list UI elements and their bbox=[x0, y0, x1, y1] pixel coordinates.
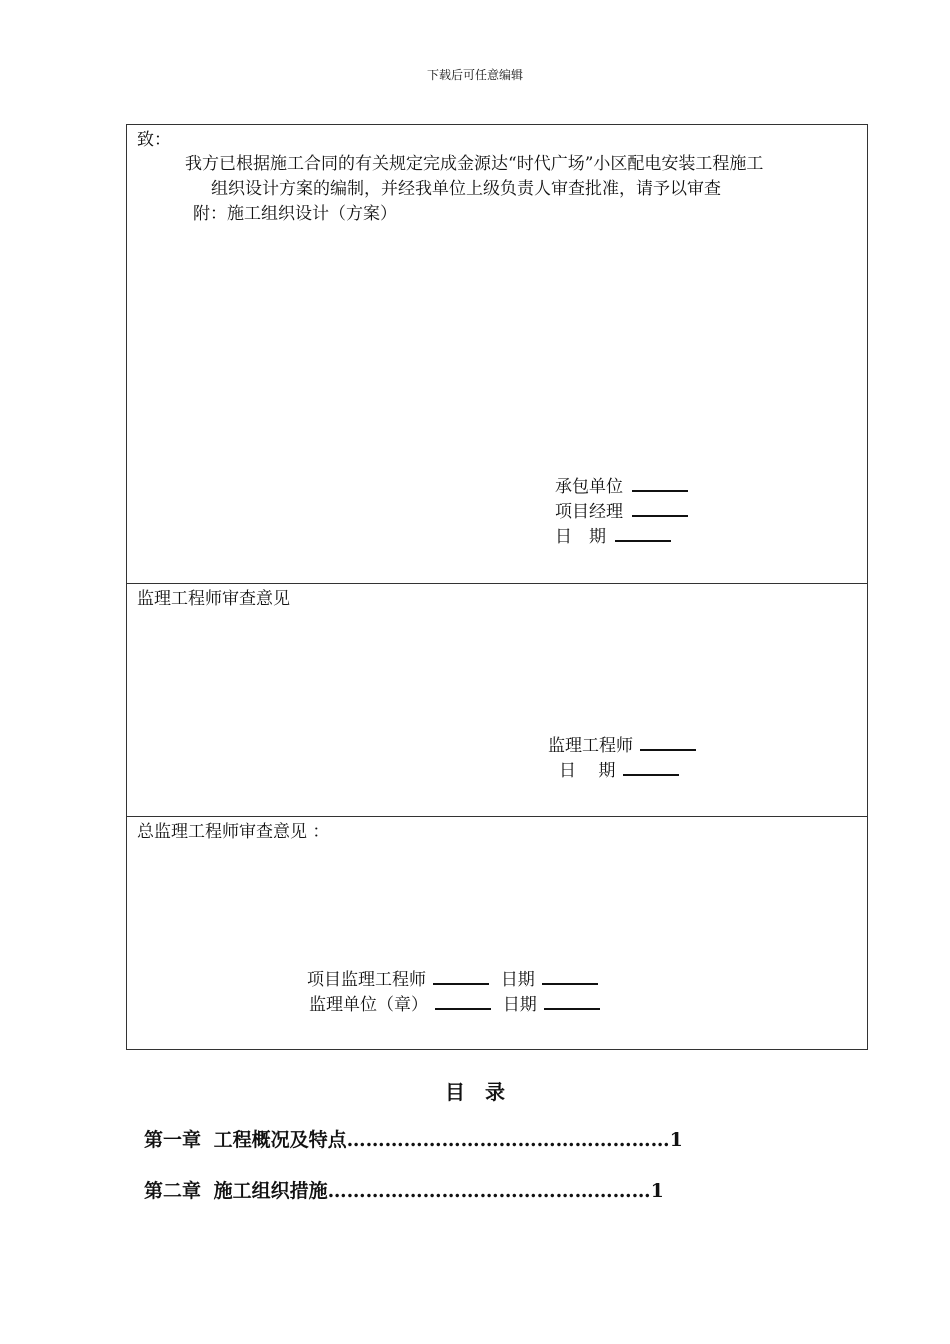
toc-chapter: 第一章 bbox=[144, 1129, 202, 1151]
supervisor-review-section bbox=[127, 584, 867, 817]
supervision-unit-date-blank[interactable] bbox=[544, 994, 600, 1010]
supervision-unit-row bbox=[309, 994, 600, 1016]
contractor-row bbox=[555, 476, 688, 498]
toc-title: 目 录 bbox=[445, 1080, 505, 1104]
toc-chapter: 第二章 bbox=[144, 1180, 202, 1202]
to-label: 致： bbox=[137, 130, 171, 150]
project-engineer-date-blank[interactable] bbox=[542, 969, 598, 985]
supervisor-engineer-blank[interactable] bbox=[640, 735, 696, 751]
project-engineer-label: 项目监理工程师 bbox=[307, 970, 426, 990]
supervisor-date-blank[interactable] bbox=[623, 760, 679, 776]
submission-date-row bbox=[555, 526, 671, 548]
project-engineer-blank[interactable] bbox=[433, 969, 489, 985]
submission-date-blank[interactable] bbox=[615, 526, 671, 542]
toc-chapter-title: 施工组织措施 bbox=[213, 1180, 328, 1202]
supervision-unit-blank[interactable] bbox=[435, 994, 491, 1010]
manager-blank[interactable] bbox=[632, 501, 688, 517]
submission-section bbox=[127, 125, 867, 584]
supervisor-review-heading: 监理工程师审查意见 bbox=[137, 589, 290, 609]
approval-form-table bbox=[126, 124, 868, 1050]
manager-row bbox=[555, 501, 688, 523]
header-note: 下载后可任意编辑 bbox=[426, 68, 523, 82]
supervisor-date-label: 日 期 bbox=[559, 761, 616, 781]
submission-body-line1: 我方已根据施工合同的有关规定完成金源达“时代广场”小区配电安装工程施工 bbox=[185, 154, 764, 174]
attachment-note: 附：施工组织设计（方案） bbox=[193, 204, 397, 224]
submission-body-line2: 组织设计方案的编制，并经我单位上级负责人审查批准，请予以审查 bbox=[211, 179, 721, 199]
chief-review-section bbox=[127, 817, 867, 1049]
supervision-unit-date-label: 日期 bbox=[502, 995, 537, 1015]
contractor-blank[interactable] bbox=[632, 476, 688, 492]
submission-date-label: 日 期 bbox=[555, 527, 606, 547]
toc-leader: …………………………………………… bbox=[346, 1129, 670, 1151]
toc-page-number: 1 bbox=[650, 1180, 664, 1202]
toc-chapter-title: 工程概况及特点 bbox=[213, 1129, 347, 1151]
toc-entry[interactable] bbox=[144, 1125, 683, 1152]
supervisor-engineer-label: 监理工程师 bbox=[548, 736, 633, 756]
contractor-label: 承包单位 bbox=[555, 477, 623, 497]
toc-leader: …………………………………………… bbox=[327, 1180, 651, 1202]
manager-label: 项目经理 bbox=[555, 502, 623, 522]
supervision-unit-label: 监理单位（章） bbox=[309, 995, 428, 1015]
supervisor-date-row bbox=[559, 760, 679, 782]
project-engineer-date-label: 日期 bbox=[500, 970, 535, 990]
toc-page-number: 1 bbox=[669, 1129, 683, 1151]
supervisor-engineer-row bbox=[548, 735, 696, 757]
toc-entry[interactable] bbox=[144, 1176, 664, 1203]
chief-review-heading: 总监理工程师审查意见 ： bbox=[137, 822, 330, 842]
project-engineer-row bbox=[307, 969, 598, 991]
